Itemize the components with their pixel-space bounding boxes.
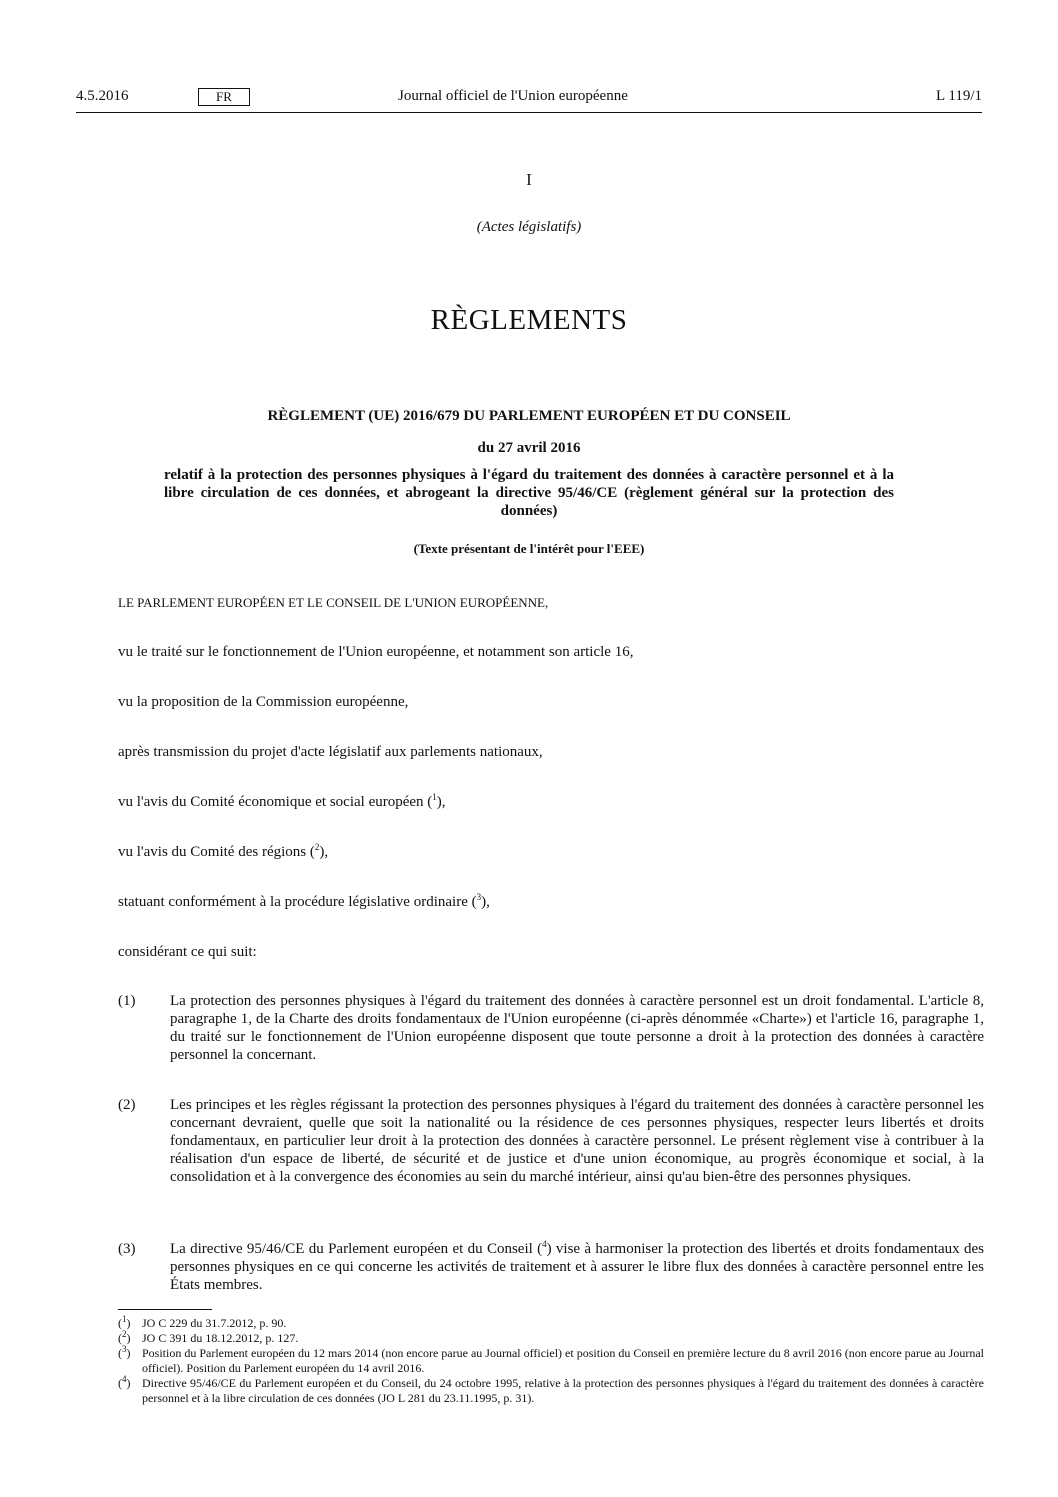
- citation-esc-end: ),: [436, 794, 446, 810]
- page-reference: L 119/1: [936, 88, 982, 104]
- recital: [118, 1240, 984, 1294]
- language-box: FR: [198, 88, 250, 106]
- footnote: [118, 1316, 984, 1331]
- eee-relevance-note: (Texte présentant de l'intérêt pour l'EEE): [413, 541, 645, 556]
- footnote-number: ($^3$): [118, 1344, 131, 1360]
- series-number: I: [526, 170, 532, 189]
- footnote-number-value: 2: [122, 1329, 127, 1339]
- footnote-ref-3[interactable]: 3: [476, 892, 482, 902]
- recital-text: Les principes et les règles régissant la protection des personnes physiques à l'égard du traitement des données à caractère personnel les concernant devraient, quelle que soit la nationalité ou la résidence de ces personnes physiques, respecter leurs libertés et droits fondamentaux, en particulier leur droit à la protection des données à caractère personnel. Le présent règlement vise à contribuer à la réalisation d'un espace de liberté, de sécurité et de justice et d'une union économique, au progrès économique et social, à la consolidation et à la convergence des économies au sein du marché intérieur, ainsi qu'au bien-être des personnes physiques.: [170, 1097, 984, 1185]
- footnote-text: JO C 229 du 31.7.2012, p. 90.: [142, 1316, 287, 1330]
- footnote-number: ($^4$): [118, 1374, 131, 1390]
- regulation-title: RÈGLEMENT (UE) 2016/679 DU PARLEMENT EUROPÉEN ET DU CONSEIL: [267, 408, 791, 424]
- considering-clause: considérant ce qui suit:: [118, 944, 257, 960]
- footnote-ref-2[interactable]: 2: [314, 842, 320, 852]
- footnote-separator: [118, 1309, 212, 1310]
- footnote-number-value: 1: [122, 1314, 127, 1324]
- acts-type: (Actes législatifs): [476, 219, 582, 235]
- footnote-number: ($^2$): [118, 1329, 131, 1345]
- footnote-number-value: 3: [122, 1344, 127, 1354]
- citation-esc-text: vu l'avis du Comité économique et social européen (: [118, 794, 433, 810]
- footnote: [118, 1376, 984, 1406]
- recital-number: (2): [118, 1097, 136, 1113]
- recital-number: (3): [118, 1241, 136, 1257]
- publication-date: 4.5.2016: [76, 88, 129, 104]
- footnote-text: Position du Parlement européen du 12 mars 2014 (non encore parue au Journal officiel) et position du Conseil en première lecture du 8 avril 2016 (non encore parue au Journal officiel). Position du Parlement européen du 14 avril 2016.: [142, 1346, 984, 1375]
- citation-procedure-end: ),: [481, 894, 490, 910]
- preamble-authors: LE PARLEMENT EUROPÉEN ET LE CONSEIL DE L'UNION EUROPÉENNE,: [118, 595, 549, 610]
- footnote-text: Directive 95/46/CE du Parlement européen et du Conseil, du 24 octobre 1995, relative à la protection des personnes physiques à l'égard du traitement des données à caractère personnel et à la libre circulation de ces données (JO L 281 du 23.11.1995, p. 31).: [142, 1376, 984, 1405]
- regulation-date: du 27 avril 2016: [477, 440, 581, 456]
- recital-text-start: La directive 95/46/CE du Parlement européen et du Conseil (: [170, 1241, 543, 1257]
- citation-cor-end: ),: [319, 844, 329, 860]
- citation-transmission: après transmission du projet d'acte législatif aux parlements nationaux,: [118, 744, 543, 760]
- recital-text: La protection des personnes physiques à l'égard du traitement des données à caractère personnel est un droit fondamental. L'article 8, paragraphe 1, de la Charte des droits fondamentaux de l'Union européenne (ci-après dénommée «Charte») et l'article 16, paragraphe 1, du traité sur le fonctionnement de l'Union européenne disposent que toute personne a droit à la protection des données à caractère personnel la concernant.: [170, 993, 984, 1063]
- recital-text: [170, 1240, 984, 1294]
- footnote-ref-1[interactable]: 1: [432, 792, 437, 802]
- citation-esc-opinion: [118, 793, 988, 811]
- header-rule: [76, 112, 982, 113]
- journal-title: Journal officiel de l'Union européenne: [398, 88, 628, 104]
- footnotes: [118, 1316, 984, 1406]
- citation-cor-text: vu l'avis du Comité des régions (: [118, 844, 315, 860]
- citation-procedure-text: statuant conformément à la procédure législative ordinaire (: [118, 894, 477, 910]
- recital: [118, 992, 984, 1064]
- citation-procedure: [118, 893, 988, 911]
- footnote-number-value: 4: [122, 1374, 127, 1384]
- recital: [118, 1096, 984, 1186]
- footnote-ref-4[interactable]: 4: [542, 1239, 547, 1249]
- section-title: RÈGLEMENTS: [430, 304, 628, 336]
- recital-text-end: ) vise à harmoniser la protection des libertés et droits fondamentaux des personnes physiques en ce qui concerne les activités de traitement et à assurer le libre flux des données à caractère personnel entre les États membres.: [170, 1241, 984, 1293]
- regulation-subject: relatif à la protection des personnes physiques à l'égard du traitement des données à caractère personnel et à la libre circulation de ces données, et abrogeant la directive 95/46/CE (règlement général sur la protection des données): [164, 467, 894, 519]
- footnote-number: ($^1$): [118, 1314, 131, 1330]
- recital-number: (1): [118, 993, 136, 1009]
- footnote-text: JO C 391 du 18.12.2012, p. 127.: [142, 1331, 299, 1345]
- footnote: [118, 1331, 984, 1346]
- citation-proposal: vu la proposition de la Commission européenne,: [118, 694, 409, 710]
- footnote: [118, 1346, 984, 1376]
- citation-cor-opinion: [118, 843, 988, 861]
- citation-treaty: vu le traité sur le fonctionnement de l'Union européenne, et notamment son article 16,: [118, 644, 634, 660]
- page-header: [76, 84, 982, 114]
